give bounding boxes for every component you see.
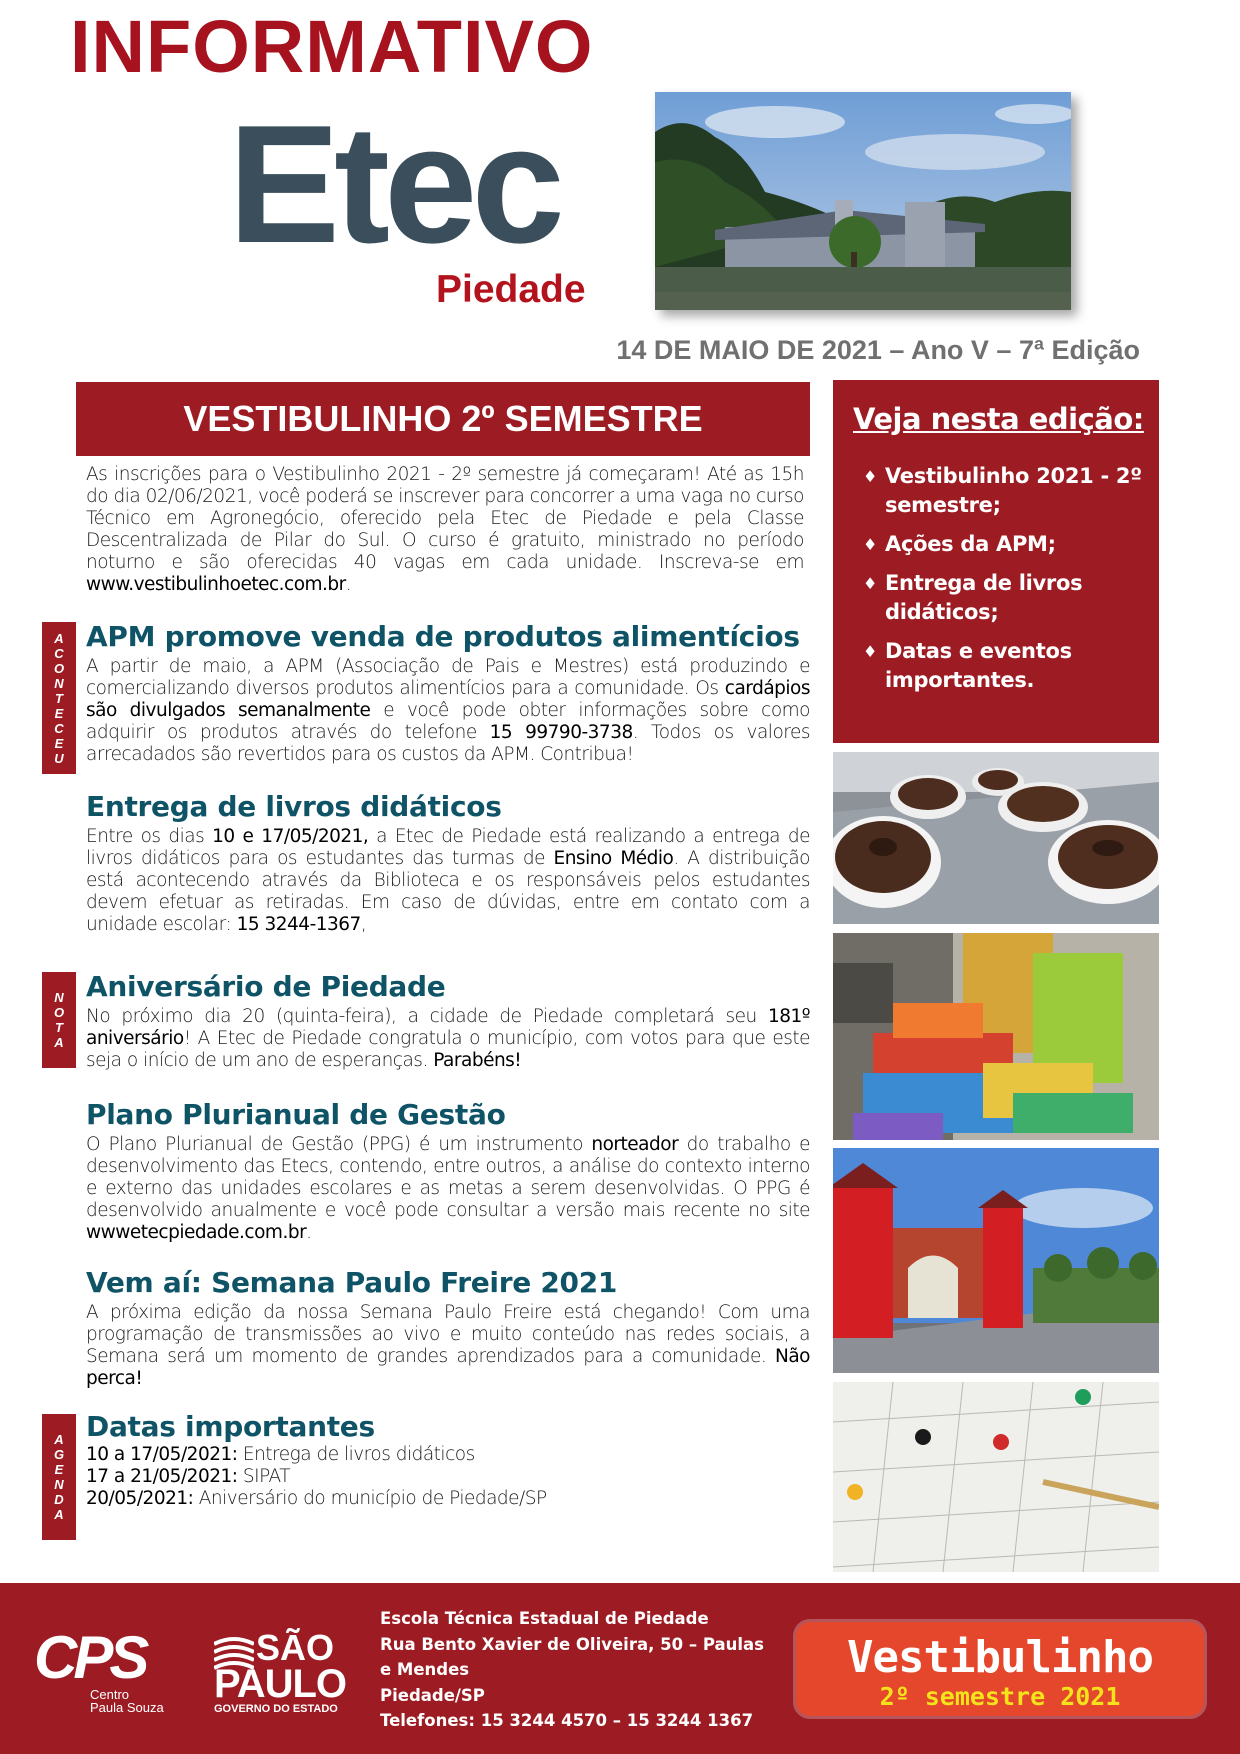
vestibulinho-paragraph: As inscrições para o Vestibulinho 2021 - 2º semestre já começaram! Até as 15h do dia 02/06/2021, você poderá se inscrever para concorrer a uma vaga no curso Técnico em Agronegócio, oferecido pela Etec de Piedade e pela Classe Descentralizada de Pilar do Sul. O curso é gratuito, ministrado no período noturno e são oferecidas 40 vagas em cada unidade. Inscreva-se em www.vestibulinhoetec.com.br. — [86, 464, 804, 595]
summary-item: ♦ Vestibulinho 2021 - 2º semestre; — [863, 464, 1142, 517]
freire-article-title: Vem aí: Semana Paulo Freire 2021 — [86, 1266, 618, 1299]
vestibulinho-banner: VESTIBULINHO 2º SEMESTRE — [76, 382, 810, 456]
agenda-list — [86, 1444, 810, 1510]
summary-title: Veja nesta edição: — [853, 402, 1144, 436]
summary-list — [863, 462, 1153, 705]
nota-section-tag: N O T A — [42, 972, 76, 1068]
apm-article-title: APM promove venda de produtos alimentícios — [86, 620, 800, 653]
aniversario-article-title: Aniversário de Piedade — [86, 970, 446, 1003]
agenda-title: Datas importantes — [86, 1410, 375, 1443]
ppg-article-body: O Plano Plurianual de Gestão (PPG) é um instrumento norteador do trabalho e desenvolvimento das Etecs, contendo, entre outros, a análise do contexto interno e externo das unidades escolares e as metas a serem desenvolvidas. O PPG é desenvolvido anualmente e você pode consultar a versão mais recente no site wwwetecpiedade.com.br. — [86, 1134, 810, 1243]
etec-logo-unit: Piedade — [436, 268, 586, 311]
diamond-bullet-icon: ♦ — [863, 642, 878, 661]
agenda-item: 10 a 17/05/2021: Entrega de livros didáticos — [86, 1444, 475, 1465]
agenda-item: 20/05/2021: Aniversário do município de Piedade/SP — [86, 1488, 547, 1509]
freire-article-body: A próxima edição da nossa Semana Paulo Freire está chegando! Com uma programação de transmissões ao vivo e muito conteúdo nas redes sociais, a Semana será um momento de grandes aprendizados para a comunidade. Não perca! — [86, 1302, 810, 1389]
school-painting-image — [655, 92, 1071, 310]
edition-summary-box — [833, 380, 1159, 743]
diamond-bullet-icon: ♦ — [863, 574, 878, 593]
livros-article-body: Entre os dias 10 e 17/05/2021, a Etec de Piedade está realizando a entrega de livros didáticos para os estudantes das turmas de Ensino Médio. A distribuição está acontecendo através da Biblioteca e os responsáveis pelos estudantes devem efetuar as retiradas. Em caso de dúvidas, entre em contato com a unidade escolar: 15 3244-1367, — [86, 826, 810, 935]
apm-article-body: A partir de maio, a APM (Associação de Pais e Mestres) está produzindo e comercializando diversos produtos alimentícios para a comunidade. Os cardápios são divulgados semanalmente e você pode obter informações sobre como adquirir os produtos através do telefone 15 99790-3738. Todos os valores arrecadados são revertidos para os custos da APM. Contribua! — [86, 656, 810, 765]
cps-logo: CPS Centro Paula Souza — [34, 1624, 164, 1715]
aconteceu-section-tag: A C O N T E C E U — [42, 622, 76, 774]
edition-dateline: 14 DE MAIO DE 2021 – Ano V – 7ª Edição — [616, 335, 1140, 365]
vestibulinho-promo-badge: Vestibulinho 2º semestre 2021 — [796, 1622, 1204, 1716]
livros-article-title: Entrega de livros didáticos — [86, 790, 502, 823]
school-address: Escola Técnica Estadual de Piedade Rua Bento Xavier de Oliveira, 50 – Paulas e Mendes Piedade/SP Telefones: 15 3244 4570 – 15 3244 1367 — [380, 1609, 764, 1730]
agenda-item: 17 a 21/05/2021: SIPAT — [86, 1466, 291, 1487]
calendar-photo — [833, 1382, 1159, 1572]
summary-item: ♦ Entrega de livros didáticos; — [863, 571, 1083, 624]
masthead-title: INFORMATIVO — [70, 5, 594, 88]
agenda-section-tag: A G E N D A — [42, 1414, 76, 1540]
diamond-bullet-icon: ♦ — [863, 467, 878, 486]
etec-logo-wordmark: Etec — [228, 90, 559, 278]
summary-item: ♦ Ações da APM; — [863, 530, 1153, 559]
cakes-photo — [833, 752, 1159, 924]
books-photo — [833, 933, 1159, 1140]
sao-paulo-government-logo: SÃO PAULO GOVERNO DO ESTADO — [214, 1627, 347, 1715]
vestibulinho-link[interactable]: www.vestibulinhoetec.com.br — [86, 574, 346, 595]
summary-item: ♦ Datas e eventos importantes. — [863, 639, 1072, 692]
city-gate-photo — [833, 1148, 1159, 1373]
ppg-article-title: Plano Plurianual de Gestão — [86, 1098, 506, 1131]
aniversario-article-body: No próximo dia 20 (quinta-feira), a cidade de Piedade completará seu 181º aniversário! A Etec de Piedade congratula o município, com votos para que este seja o início de um ano de esperanças. Parabéns! — [86, 1006, 810, 1071]
diamond-bullet-icon: ♦ — [863, 535, 878, 554]
